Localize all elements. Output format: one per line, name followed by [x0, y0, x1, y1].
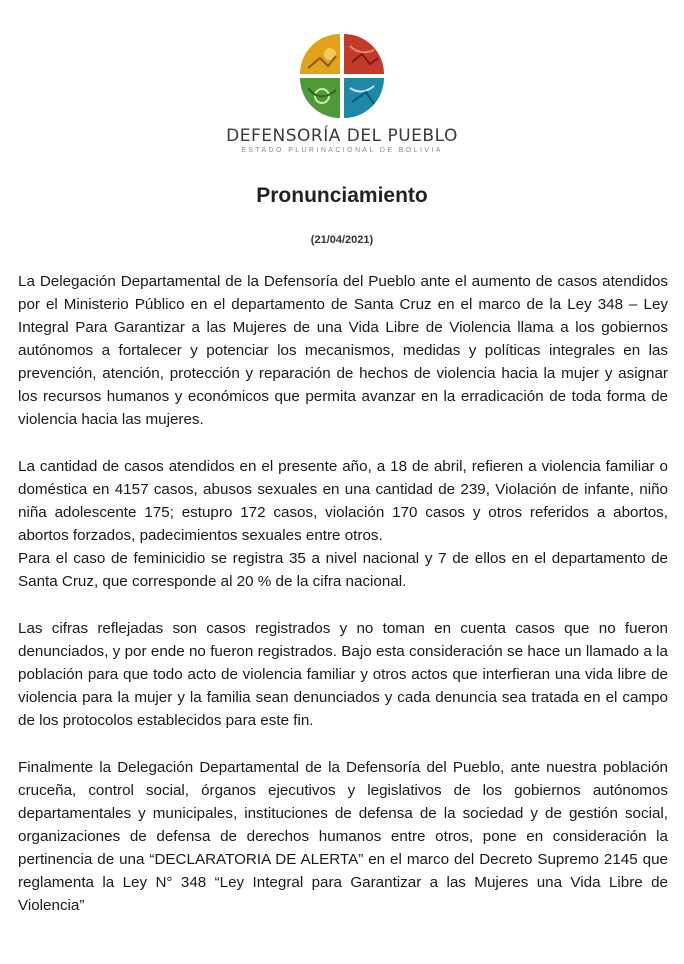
paragraph-4: Las cifras reflejadas son casos registrados y no toman en cuenta casos que no fueron denunciados, y por ende no fueron registrados. Bajo esta consideración se hace un llamado a la población para que todo acto de violencia familiar y otros actos que interfieran una vida libre de violencia para la mujer y la familia sean denunciados y cada denuncia sea tratada en el campo de los protocolos establecidos para este fin.	[18, 620, 668, 729]
paragraph-gap	[18, 732, 668, 756]
document-date: (21/04/2021)	[310, 234, 374, 246]
defensoria-emblem-icon	[290, 30, 394, 120]
org-name: DEFENSORÍA DEL PUEBLO	[226, 126, 458, 146]
paragraph-gap	[18, 431, 668, 455]
document-body	[18, 270, 668, 917]
org-subtitle: ESTADO PLURINACIONAL DE BOLIVIA	[241, 147, 443, 154]
paragraph-2: La cantidad de casos atendidos en el presente año, a 18 de abril, refieren a violencia familiar o doméstica en 4157 casos, abusos sexuales en una cantidad de 239, Violación de infante, niño niña adolescente 175; estupro 172 casos, violación 170 casos y otros referidos a abortos, abortos forzados, padecimientos sexuales entre otros.	[18, 458, 668, 544]
header-logo-block	[0, 30, 684, 154]
paragraph-1: La Delegación Departamental de la Defensoría del Pueblo ante el aumento de casos atendidos por el Ministerio Público en el departamento de Santa Cruz en el marco de la Ley 348 – Ley Integral Para Garantizar a las Mujeres de una Vida Libre de Violencia llama a los gobiernos autónomos a fortalecer y potenciar los mecanismos, medidas y políticas integrales en las prevención, atención, protección y reparación de hechos de violencia hacia la mujer y asignar los recursos humanos y económicos que permita avanzar en la erradicación de toda forma de violencia hacia las mujeres.	[18, 273, 668, 428]
paragraph-5: Finalmente la Delegación Departamental de la Defensoría del Pueblo, ante nuestra población cruceña, control social, órganos ejecutivos y legislativos de los gobiernos autónomos departamentales y municipales, instituciones de defensa de la sociedad y de gestión social, organizaciones de defensa de derechos humanos entre otros, pone en consideración la pertinencia de una “DECLARATORIA DE ALERTA” en el marco del Decreto Supremo 2145 que reglamenta la Ley N° 348 “Ley Integral para Garantizar a las Mujeres una Vida Libre de Violencia”	[18, 759, 668, 914]
paragraph-3: Para el caso de feminicidio se registra 35 a nivel nacional y 7 de ellos en el departamento de Santa Cruz, que corresponde al 20 % de la cifra nacional.	[18, 550, 668, 590]
paragraph-gap	[18, 593, 668, 617]
document-title: Pronunciamiento	[256, 184, 428, 207]
